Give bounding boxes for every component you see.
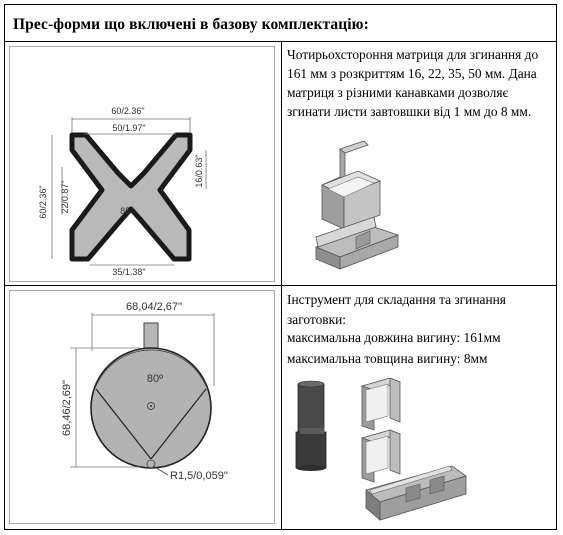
punch-samples-illustration: [290, 378, 470, 523]
table-title: Прес-форми що включені в базову комплектацію:: [13, 16, 369, 33]
dim-top-inner-label: 50/1.97": [112, 123, 146, 133]
four-way-die-shape: [72, 135, 190, 259]
four-way-die-description: Чотирьохстороння матриця для згинання до 161 мм з розкриттям 16, 22, 35, 50 мм. Дана матриця з різними канавками дозволяє згинати листи завтовшки від 1 мм до 8 мм.: [287, 47, 539, 119]
four-way-die-description-cell: [284, 42, 554, 285]
dim-top-outer-label: 60/2.36": [111, 106, 145, 116]
punch-tool-drawing: [9, 290, 275, 524]
dim-bottom-label: 35/1.38": [112, 267, 146, 277]
punch-tool-drawing-cell: [5, 286, 281, 529]
bent-samples-illustration: [300, 137, 410, 272]
four-way-die-drawing: [9, 46, 275, 282]
included-dies-table: [4, 4, 557, 530]
dim-top-label: 68,04/2,67": [126, 301, 182, 313]
punch-angle-label: 80º: [146, 373, 164, 385]
punch-description-line-2: заготовки:: [287, 312, 346, 327]
punch-description-line-1: Інструмент для складання та згинання: [287, 292, 506, 307]
dim-left-inner-label: 22/0.87": [60, 180, 70, 214]
dim-left-label: 68,46/2,69": [61, 380, 73, 436]
four-way-die-drawing-cell: [5, 42, 281, 285]
four-way-die-svg: [10, 47, 274, 281]
column-divider: [281, 41, 282, 530]
punch-description-line-4: максимальна товщина вигину: 8мм: [287, 351, 488, 366]
punch-tool-svg: [10, 291, 274, 523]
punch-description-line-3: максимальна довжина вигину: 161мм: [287, 330, 501, 345]
dim-right-label: 16/0.63": [194, 154, 204, 188]
punch-tool-description-cell: [284, 286, 554, 529]
die-angle-label: 85°: [120, 206, 134, 216]
table-header: [5, 5, 556, 42]
tip-radius-label: R1,5/0,059": [170, 470, 228, 482]
dim-left-outer-label: 60/2.36": [38, 185, 48, 219]
